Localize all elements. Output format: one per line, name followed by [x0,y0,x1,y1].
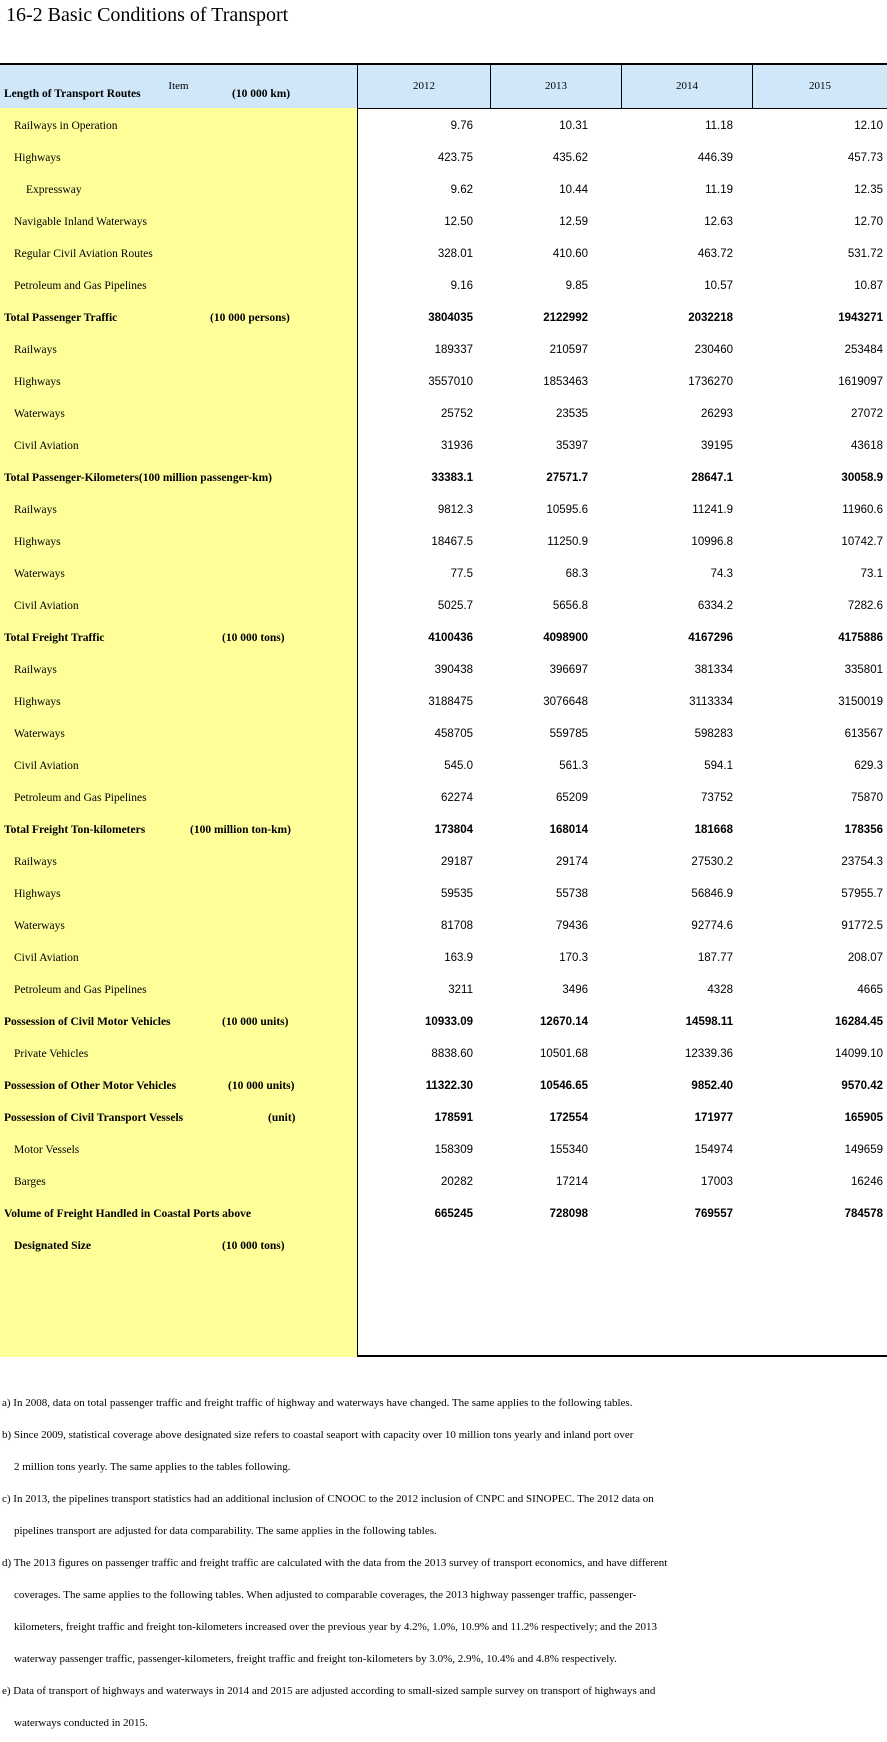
cell-2014: 446.39 [697,152,733,164]
cell-2015: 178356 [844,824,883,836]
cell-2014: 11241.9 [692,504,733,516]
table-row [0,494,887,526]
row-label: Highways [14,152,61,164]
row-label: Possession of Civil Motor Vehicles [4,1016,171,1028]
cell-2015: 16246 [851,1176,883,1188]
cell-2015: 73.1 [860,568,883,580]
cell-2012: 62274 [441,792,473,804]
table-row [0,270,887,302]
table-row [0,910,887,942]
cell-2012: 3211 [448,984,473,996]
table-row [0,1070,887,1102]
row-label: Motor Vessels [14,1144,80,1156]
table-row [0,238,887,270]
row-label: Highways [14,696,61,708]
cell-2014: 12.63 [704,216,733,228]
table-row [0,366,887,398]
cell-2013: 10501.68 [540,1048,588,1060]
cell-2014: 181668 [694,824,733,836]
row-label: Total Passenger Traffic [4,312,118,324]
cell-2014: 56846.9 [691,888,733,900]
cell-2012: 3188475 [428,696,473,708]
cell-2013: 5656.8 [552,600,588,612]
cell-2013: 12.59 [559,216,588,228]
header-item: Item [0,65,358,108]
cell-2012: 9.62 [450,184,473,196]
footnote-line: kilometers, freight traffic and freight ton-kilometers increased over the previous year by 4.2%, 1.0%, 10.9% and 11.2% respectively; and the 2013 [14,1621,657,1633]
row-unit: (10 000 units) [222,1016,289,1028]
cell-2012: 81708 [441,920,473,932]
row-label: Civil Aviation [14,440,79,452]
footnote-line: coverages. The same applies to the following tables. When adjusted to comparable coverages, the 2013 highway passenger traffic, passenger- [14,1589,637,1601]
table-row [0,590,887,622]
cell-2014: 39195 [701,440,733,452]
table-row [0,526,887,558]
footnotes [2,1387,882,1739]
row-label: Civil Aviation [14,952,79,964]
cell-2015: 1943271 [838,312,883,324]
row-label: Petroleum and Gas Pipelines [14,984,147,996]
cell-2012: 9.76 [450,120,473,132]
table-row [0,974,887,1006]
cell-2012: 31936 [441,440,473,452]
cell-2014: 73752 [701,792,733,804]
table-row [0,718,887,750]
row-label: Petroleum and Gas Pipelines [14,792,147,804]
footnote-line: d) The 2013 figures on passenger traffic and freight traffic are calculated with the data from the 2013 survey of transport economics, and have different [2,1557,668,1569]
row-label: Railways [14,504,57,516]
cell-2012: 18467.5 [431,536,473,548]
cell-2012: 328.01 [437,248,473,260]
cell-2015: 27072 [851,408,883,420]
header-year-2014: 2014 [622,65,753,108]
cell-2014: 27530.2 [691,856,733,868]
cell-2012: 158309 [434,1144,473,1156]
footnote-line: pipelines transport are adjusted for data comparability. The same applies in the following tables. [14,1525,437,1537]
cell-2012: 9.16 [450,280,473,292]
table-row [0,430,887,462]
cell-2014: 10.57 [704,280,733,292]
cell-2015: 30058.9 [841,472,883,484]
cell-2014: 74.3 [710,568,733,580]
cell-2012: 4100436 [428,632,473,644]
row-unit: (unit) [268,1112,296,1124]
cell-2012: 3557010 [428,376,473,388]
footnote-line: waterways conducted in 2015. [14,1717,148,1729]
table-row [0,302,887,334]
row-label: Length of Transport Routes [4,88,141,100]
table-row [0,654,887,686]
cell-2012: 3804035 [428,312,473,324]
row-label: Possession of Other Motor Vehicles [4,1080,177,1092]
cell-2015: 613567 [844,728,883,740]
row-label: Designated Size [14,1240,91,1252]
cell-2015: 335801 [844,664,883,676]
cell-2012: 5025.7 [437,600,473,612]
cell-2015: 12.35 [854,184,883,196]
cell-2012: 390438 [434,664,473,676]
cell-2014: 10996.8 [691,536,733,548]
row-label: Total Freight Traffic [4,632,105,644]
cell-2012: 12.50 [444,216,473,228]
cell-2015: 531.72 [847,248,883,260]
table-row [0,174,887,206]
table-row [0,142,887,174]
row-label: Railways in Operation [14,120,118,132]
cell-2012: 11322.30 [425,1080,473,1092]
cell-2012: 77.5 [450,568,473,580]
cell-2013: 12670.14 [540,1016,588,1028]
table-row [0,1230,887,1262]
row-label: Civil Aviation [14,760,79,772]
cell-2012: 33383.1 [431,472,473,484]
cell-2013: 410.60 [552,248,588,260]
cell-2013: 155340 [549,1144,588,1156]
cell-2014: 3113334 [689,696,733,708]
cell-2013: 10546.65 [540,1080,588,1092]
header-year-2013: 2013 [491,65,622,108]
cell-2014: 187.77 [697,952,733,964]
cell-2014: 2032218 [688,312,733,324]
row-label: Total Freight Ton-kilometers [4,824,146,836]
cell-2014: 769557 [694,1208,733,1220]
cell-2012: 458705 [434,728,473,740]
cell-2014: 28647.1 [691,472,733,484]
cell-2013: 55738 [556,888,588,900]
cell-2012: 665245 [434,1208,473,1220]
row-label: Highways [14,376,61,388]
table-row [0,110,887,142]
cell-2012: 545.0 [444,760,473,772]
cell-2015: 149659 [844,1144,883,1156]
cell-2015: 16284.45 [835,1016,883,1028]
cell-2014: 1736270 [688,376,733,388]
row-label: Railways [14,344,57,356]
table-row [0,814,887,846]
cell-2014: 26293 [701,408,733,420]
cell-2013: 23535 [556,408,588,420]
header-year-2012: 2012 [358,65,491,108]
row-label: Waterways [14,920,65,932]
cell-2015: 43618 [851,440,883,452]
table-row [0,558,887,590]
cell-2014: 381334 [694,664,733,676]
cell-2015: 75870 [851,792,883,804]
cell-2014: 14598.11 [685,1016,733,1028]
cell-2015: 10.87 [854,280,883,292]
table-row [0,878,887,910]
table-row [0,78,887,110]
table-row [0,846,887,878]
table-row [0,334,887,366]
table-row [0,782,887,814]
cell-2015: 12.10 [854,120,883,132]
cell-2015: 10742.7 [841,536,883,548]
table-row [0,398,887,430]
cell-2015: 629.3 [854,760,883,772]
cell-2015: 7282.6 [847,600,883,612]
cell-2013: 396697 [549,664,588,676]
cell-2013: 559785 [549,728,588,740]
cell-2014: 4328 [707,984,733,996]
cell-2015: 11960.6 [842,504,883,516]
cell-2014: 6334.2 [697,600,733,612]
cell-2015: 208.07 [847,952,883,964]
cell-2013: 210597 [549,344,588,356]
row-label: Barges [14,1176,46,1188]
table-row [0,1102,887,1134]
cell-2012: 9812.3 [437,504,473,516]
cell-2015: 4175886 [838,632,883,644]
cell-2015: 14099.10 [835,1048,883,1060]
cell-2013: 68.3 [565,568,588,580]
table-row [0,1038,887,1070]
cell-2014: 9852.40 [691,1080,733,1092]
footnote-line: 2 million tons yearly. The same applies to the tables following. [14,1461,291,1473]
cell-2012: 163.9 [444,952,473,964]
cell-2015: 165905 [844,1112,883,1124]
cell-2012: 29187 [441,856,473,868]
row-label: Petroleum and Gas Pipelines [14,280,147,292]
cell-2015: 91772.5 [841,920,883,932]
table-body [0,78,887,1262]
row-label: Waterways [14,408,65,420]
cell-2013: 65209 [556,792,588,804]
cell-2013: 11250.9 [547,536,588,548]
table-row [0,1198,887,1230]
cell-2012: 10933.09 [425,1016,473,1028]
cell-2015: 457.73 [847,152,883,164]
cell-2013: 27571.7 [546,472,588,484]
row-label: Highways [14,536,61,548]
cell-2014: 17003 [701,1176,733,1188]
footnote-line: c) In 2013, the pipelines transport statistics had an additional inclusion of CNOOC to the 2012 inclusion of CNPC and SINOPEC. The 2012 data on [2,1493,654,1505]
row-label: Waterways [14,728,65,740]
cell-2013: 1853463 [543,376,588,388]
cell-2012: 25752 [441,408,473,420]
row-label: Private Vehicles [14,1048,89,1060]
row-unit: (10 000 units) [228,1080,295,1092]
cell-2015: 9570.42 [841,1080,883,1092]
footnote-line: a) In 2008, data on total passenger traffic and freight traffic of highway and waterways have changed. The same applies to the following tables. [2,1397,633,1409]
table-row [0,622,887,654]
row-label: Regular Civil Aviation Routes [14,248,153,260]
cell-2013: 4098900 [543,632,588,644]
cell-2013: 10.44 [559,184,588,196]
cell-2015: 253484 [844,344,883,356]
cell-2013: 561.3 [559,760,588,772]
table-row [0,686,887,718]
cell-2012: 8838.60 [431,1048,473,1060]
footnote-line: waterway passenger traffic, passenger-kilometers, freight traffic and freight ton-kilometers by 3.0%, 2.9%, 10.4% and 4.8% respectively. [14,1653,617,1665]
cell-2014: 230460 [694,344,733,356]
row-unit: (100 million ton-km) [190,824,291,836]
cell-2014: 171977 [694,1112,733,1124]
cell-2015: 23754.3 [841,856,883,868]
cell-2013: 10.31 [559,120,588,132]
cell-2012: 59535 [441,888,473,900]
footnote-line: b) Since 2009, statistical coverage above designated size refers to coastal seaport with capacity over 10 million tons yearly and inland port over [2,1429,634,1441]
cell-2014: 598283 [694,728,733,740]
table-row [0,1134,887,1166]
cell-2015: 3150019 [838,696,883,708]
cell-2013: 9.85 [565,280,588,292]
cell-2015: 12.70 [854,216,883,228]
cell-2014: 92774.6 [691,920,733,932]
cell-2013: 172554 [549,1112,588,1124]
cell-2012: 20282 [441,1176,473,1188]
cell-2013: 3076648 [543,696,588,708]
row-label: Railways [14,664,57,676]
table-row [0,1006,887,1038]
row-label: Civil Aviation [14,600,79,612]
row-unit: (10 000 tons) [222,1240,285,1252]
cell-2014: 11.19 [705,184,733,196]
cell-2013: 168014 [549,824,588,836]
row-label: Highways [14,888,61,900]
cell-2014: 4167296 [688,632,733,644]
row-unit: (10 000 km) [232,88,291,100]
cell-2015: 4665 [857,984,883,996]
row-unit: (10 000 tons) [222,632,285,644]
cell-2013: 728098 [549,1208,588,1220]
row-label: Railways [14,856,57,868]
cell-2014: 594.1 [704,760,733,772]
cell-2014: 154974 [694,1144,733,1156]
cell-2012: 189337 [434,344,473,356]
cell-2012: 173804 [434,824,473,836]
cell-2014: 463.72 [697,248,733,260]
row-label: Total Passenger-Kilometers(100 million passenger-km) [4,472,272,484]
row-label: Volume of Freight Handled in Coastal Ports above [4,1208,251,1220]
row-label: Expressway [26,184,82,196]
cell-2013: 170.3 [559,952,588,964]
table-row [0,206,887,238]
cell-2013: 79436 [556,920,588,932]
cell-2012: 178591 [434,1112,473,1124]
row-label: Waterways [14,568,65,580]
table-row [0,1166,887,1198]
cell-2014: 12339.36 [685,1048,733,1060]
cell-2013: 17214 [556,1176,588,1188]
row-label: Possession of Civil Transport Vessels [4,1112,184,1124]
cell-2013: 2122992 [543,312,588,324]
cell-2015: 1619097 [838,376,883,388]
header-year-2015: 2015 [809,80,831,92]
cell-2013: 35397 [556,440,588,452]
cell-2013: 10595.6 [546,504,588,516]
row-unit: (10 000 persons) [210,312,290,324]
footnote-line: e) Data of transport of highways and waterways in 2014 and 2015 are adjusted according to small-sized sample survey on transport of highways and [2,1685,656,1697]
table-row [0,942,887,974]
cell-2013: 3496 [562,984,588,996]
cell-2015: 784578 [844,1208,883,1220]
row-label: Navigable Inland Waterways [14,216,147,228]
cell-2014: 11.18 [705,120,733,132]
table-row [0,750,887,782]
cell-2012: 423.75 [437,152,473,164]
cell-2013: 435.62 [552,152,588,164]
table-row [0,462,887,494]
cell-2013: 29174 [556,856,588,868]
cell-2015: 57955.7 [841,888,883,900]
page-title: 16-2 Basic Conditions of Transport [6,4,289,26]
